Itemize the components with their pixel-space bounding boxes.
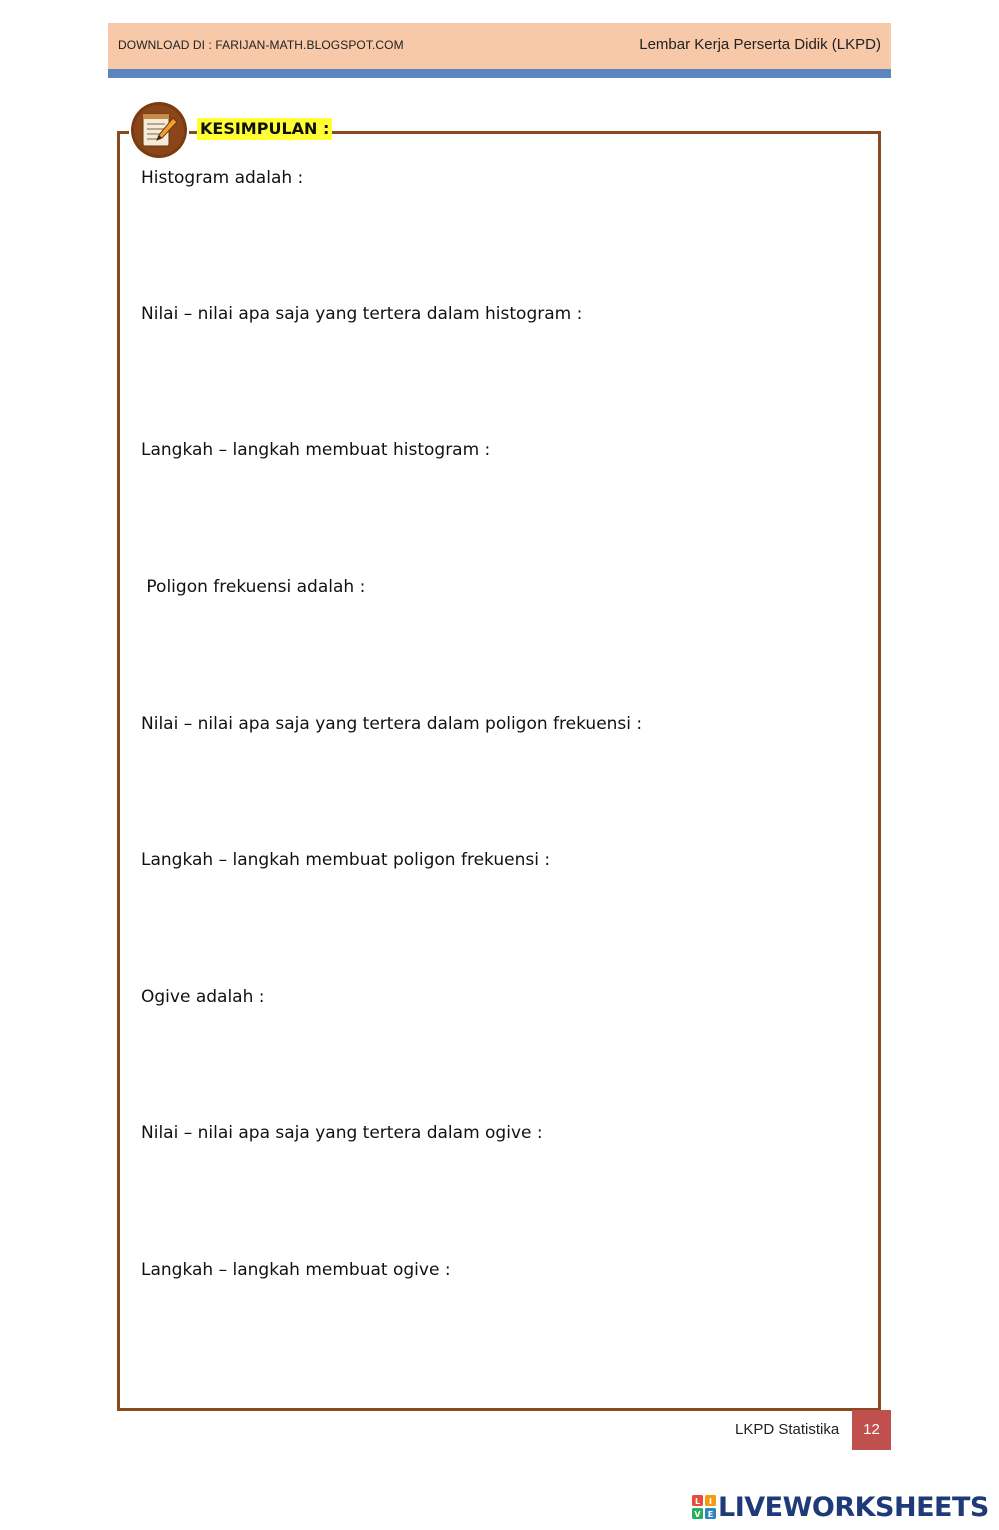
section-title: KESIMPULAN :	[197, 118, 332, 140]
prompt-ogive-definition: Ogive adalah :	[141, 987, 265, 1007]
footer-label: LKPD Statistika	[735, 1421, 840, 1438]
prompt-ogive-values: Nilai – nilai apa saja yang tertera dalam ogive :	[141, 1123, 543, 1143]
prompt-polygon-values: Nilai – nilai apa saja yang tertera dalam poligon frekuensi :	[141, 714, 643, 734]
logo-letter: V	[694, 1510, 701, 1519]
prompt-histogram-steps: Langkah – langkah membuat histogram :	[141, 440, 491, 460]
header-divider-bar	[108, 69, 891, 78]
page-header	[108, 23, 891, 69]
prompt-polygon-steps: Langkah – langkah membuat poligon frekuensi :	[141, 850, 551, 870]
download-source-text: DOWNLOAD DI : FARIJAN-MATH.BLOGSPOT.COM	[118, 38, 404, 52]
liveworksheets-logo-icon	[692, 1495, 716, 1519]
notepad-pencil-icon	[129, 100, 189, 160]
prompt-polygon-definition: Poligon frekuensi adalah :	[141, 577, 366, 597]
logo-letter: E	[707, 1510, 714, 1519]
prompt-ogive-steps: Langkah – langkah membuat ogive :	[141, 1260, 451, 1280]
prompt-histogram-definition: Histogram adalah :	[141, 168, 304, 188]
page-number-badge: 12	[852, 1410, 891, 1450]
prompt-histogram-values: Nilai – nilai apa saja yang tertera dalam histogram :	[141, 304, 583, 324]
liveworksheets-watermark	[692, 1490, 989, 1524]
logo-letter: I	[709, 1497, 712, 1506]
logo-letter: L	[694, 1497, 701, 1506]
document-title: Lembar Kerja Perserta Didik (LKPD)	[639, 36, 881, 53]
brand-name: LIVEWORKSHEETS	[718, 1491, 989, 1523]
